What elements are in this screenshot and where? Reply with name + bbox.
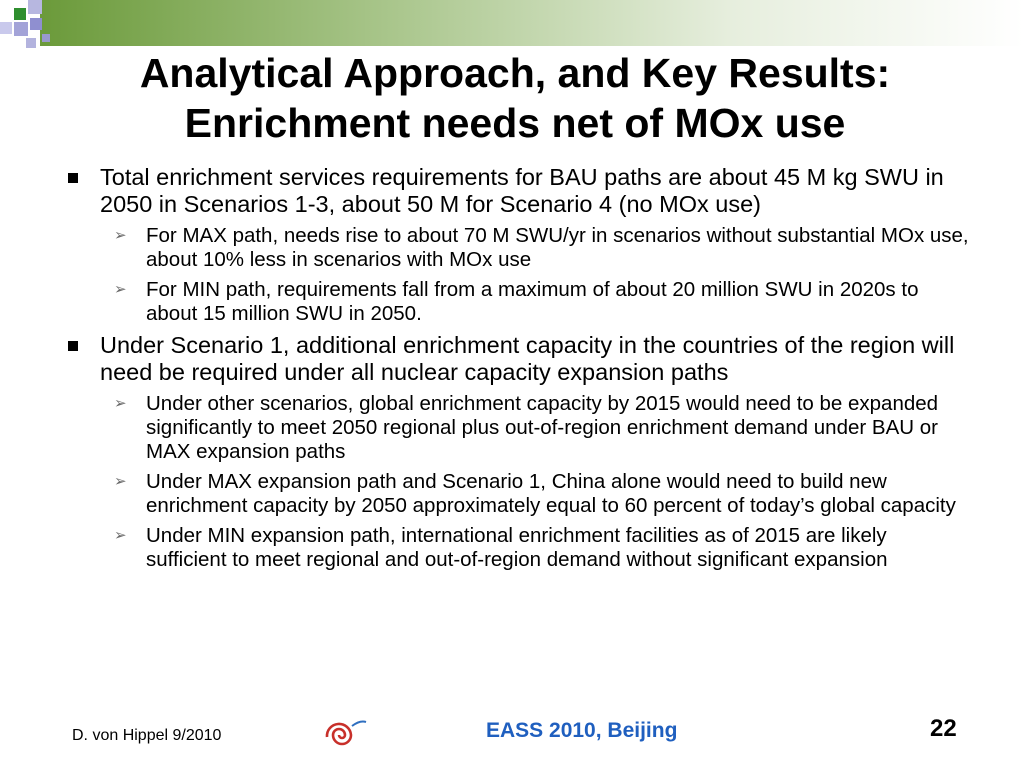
arrow-bullet-icon: ➢: [114, 395, 127, 412]
slide-title: [60, 48, 970, 148]
bullet-text: Total enrichment services requirements for BAU paths are about 45 M kg SWU in 2050 in Scenarios 1-3, about 50 M for Scenario 4 (no MOx use): [100, 164, 944, 217]
sub-bullet-text: For MAX path, needs rise to about 70 M SWU/yr in scenarios without substantial MOx use, about 10% less in scenarios with MOx use: [146, 224, 969, 271]
slide-content: [62, 164, 972, 578]
arrow-bullet-icon: ➢: [114, 527, 127, 544]
sub-bullet-item: [62, 470, 972, 518]
bullet-text: Under Scenario 1, additional enrichment capacity in the countries of the region will need be required under all nuclear capacity expansion paths: [100, 332, 955, 385]
arrow-bullet-icon: ➢: [114, 227, 127, 244]
sub-bullet-text: Under MAX expansion path and Scenario 1, China alone would need to build new enrichment capacity by 2050 approximately equal to 60 percent of today’s global capacity: [146, 470, 956, 517]
footer-author: D. von Hippel 9/2010: [72, 727, 222, 744]
title-line-1: Analytical Approach, and Key Results:: [139, 50, 891, 96]
sub-bullet-item: [62, 224, 972, 272]
square-bullet-icon: [68, 173, 78, 183]
sub-bullet-text: Under other scenarios, global enrichment capacity by 2015 would need to be expanded significantly to meet 2050 regional plus out-of-region enrichment demand under BAU or MAX expansion paths: [146, 392, 939, 463]
sub-bullet-item: [62, 524, 972, 572]
bullet-item: [62, 332, 972, 386]
spiral-logo-icon: [322, 716, 368, 754]
footer-event: EASS 2010, Beijing: [486, 719, 678, 742]
bullet-item: [62, 164, 972, 218]
arrow-bullet-icon: ➢: [114, 281, 127, 298]
sub-bullet-text: Under MIN expansion path, international enrichment facilities as of 2015 are likely sufficient to meet regional and out-of-region demand without significant expansion: [146, 524, 888, 571]
sub-bullet-item: [62, 392, 972, 464]
sub-bullet-text: For MIN path, requirements fall from a maximum of about 20 million SWU in 2020s to about 15 million SWU in 2050.: [146, 278, 919, 325]
header-gradient-bar: [40, 0, 1024, 46]
square-bullet-icon: [68, 341, 78, 351]
title-line-2: Enrichment needs net of MOx use: [184, 100, 846, 146]
arrow-bullet-icon: ➢: [114, 473, 127, 490]
page-number: 22: [930, 715, 957, 742]
sub-bullet-item: [62, 278, 972, 326]
